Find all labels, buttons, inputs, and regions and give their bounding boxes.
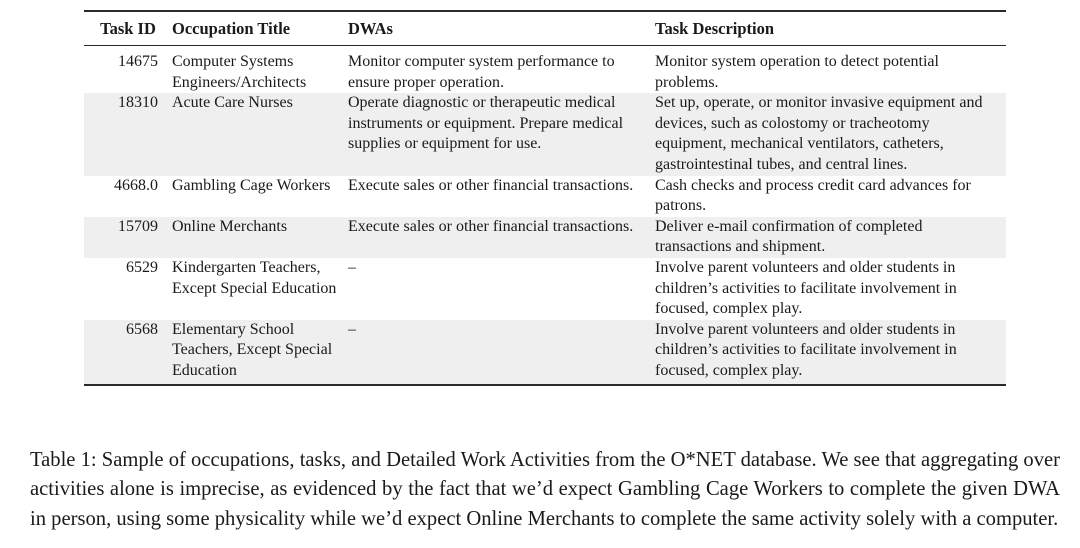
cell-occupation: Elementary School Teachers, Except Special Education	[172, 320, 333, 379]
table-header	[84, 11, 1006, 46]
cell-task-id: 18310	[118, 94, 158, 112]
table-row	[84, 176, 1006, 217]
onet-sample-table	[84, 10, 1006, 386]
cell-task-description: Involve parent volunteers and older students in children’s activities to facilitate involvement in focused, complex play.	[655, 258, 957, 318]
cell-task-id: 15709	[118, 217, 158, 235]
table-body	[84, 46, 1006, 385]
cell-occupation: Kindergarten Teachers, Except Special Education	[172, 258, 337, 297]
table-row	[84, 46, 1006, 94]
cell-dwas: Operate diagnostic or therapeutic medical instruments or equipment. Prepare medical supplies or equipment for use.	[348, 94, 624, 153]
cell-occupation: Gambling Cage Workers	[172, 176, 331, 194]
table-row	[84, 93, 1006, 175]
cell-dwas: Execute sales or other financial transactions.	[348, 217, 634, 235]
table-row	[84, 258, 1006, 320]
cell-dwas: Execute sales or other financial transactions.	[348, 176, 634, 194]
cell-task-description: Deliver e-mail confirmation of completed transactions and shipment.	[655, 217, 923, 256]
header-task-description: Task Description	[655, 19, 775, 38]
table-row	[84, 217, 1006, 258]
onet-sample-table-container	[84, 10, 1006, 386]
cell-task-id: 4668.0	[114, 176, 158, 194]
cell-task-description: Set up, operate, or monitor invasive equipment and devices, such as colostomy or tracheotomy equipment, mechanical ventilators, catheters, gastrointestinal tubes, and central lines.	[655, 94, 983, 173]
cell-task-description: Involve parent volunteers and older students in children’s activities to facilitate involvement in focused, complex play.	[655, 320, 957, 379]
header-occupation-title: Occupation Title	[172, 19, 291, 38]
cell-dwas: –	[348, 320, 356, 338]
table-caption: Table 1: Sample of occupations, tasks, and Detailed Work Activities from the O*NET database. We see that aggregating over activities alone is imprecise, as evidenced by the fact that we’d expect Gambling Cage Workers to complete the given DWA in person, using some physicality while we’d expect Online Merchants to complete the same activity solely with a computer.	[30, 448, 1060, 530]
cell-task-id: 6529	[126, 258, 158, 276]
cell-task-id: 6568	[126, 320, 158, 338]
header-task-id: Task ID	[100, 19, 156, 38]
cell-task-description: Cash checks and process credit card advances for patrons.	[655, 176, 971, 215]
cell-occupation: Computer Systems Engineers/Architects	[172, 53, 307, 91]
cell-task-description: Monitor system operation to detect potential problems.	[655, 53, 939, 91]
header-row	[84, 11, 1006, 46]
cell-dwas: –	[348, 258, 356, 276]
cell-occupation: Acute Care Nurses	[172, 94, 293, 112]
cell-dwas: Monitor computer system performance to ensure proper operation.	[348, 53, 615, 91]
cell-occupation: Online Merchants	[172, 217, 288, 235]
table-row	[84, 320, 1006, 385]
header-dwas: DWAs	[348, 19, 393, 38]
cell-task-id: 14675	[118, 53, 158, 70]
